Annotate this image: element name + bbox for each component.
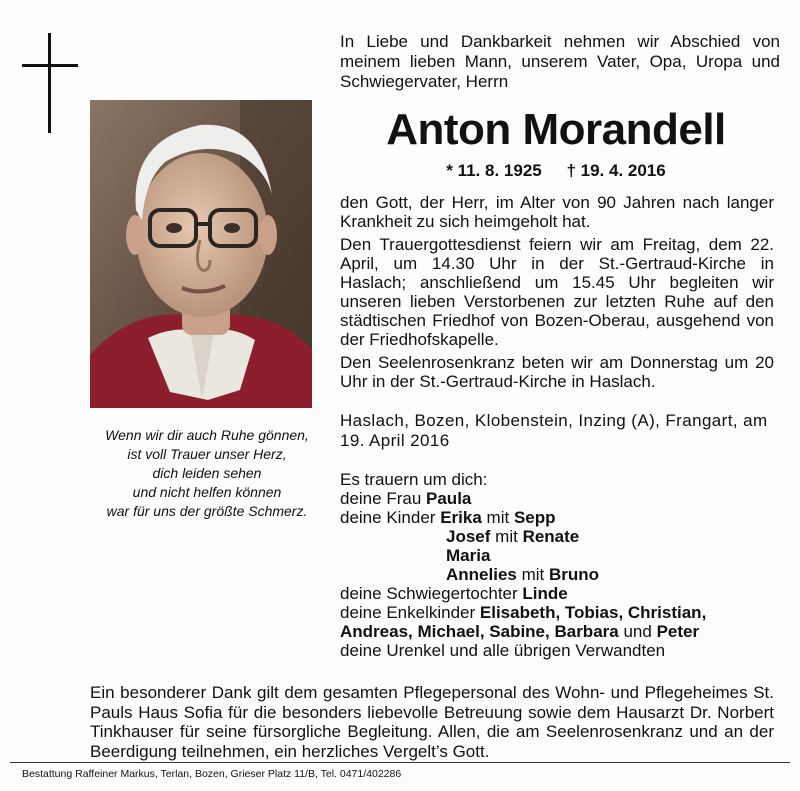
poem-line: und nicht helfen können bbox=[132, 484, 282, 500]
funeral-details bbox=[340, 193, 774, 395]
death-statement: den Gott, der Herr, im Alter von 90 Jahren nach langer Krankheit zu sich heimgeholt hat. bbox=[340, 193, 774, 231]
poem-line: Wenn wir dir auch Ruhe gönnen, bbox=[105, 427, 309, 443]
portrait-photo bbox=[90, 100, 312, 408]
memorial-poem bbox=[82, 426, 332, 521]
poem-line: dich leiden sehen bbox=[152, 465, 262, 481]
mourner-others: deine Urenkel und alle übrigen Verwandten bbox=[340, 641, 666, 660]
poem-line: war für uns der größte Schmerz. bbox=[106, 503, 308, 519]
mourner-wife: deine Frau Paula bbox=[340, 489, 472, 508]
birth-date: * 11. 8. 1925 bbox=[446, 161, 542, 180]
thanks-text: Ein besonderer Dank gilt dem gesamten Pflegepersonal des Wohn- und Pflegeheimes St. Pauls Haus Sofia für die besonders liebevolle Betreuung sowie dem Hausarzt Dr. Norbert Tinkhauser für seine fürsorgliche Begleitung. Allen, die am Seelenrosenkranz und an der Beerdigung teilnehmen, ein herzliches Vergelt’s Gott. bbox=[90, 683, 774, 761]
mourners-list bbox=[340, 470, 780, 660]
mourner-daughter-in-law: deine Schwiegertochter Linde bbox=[340, 584, 568, 603]
mourners-heading: Es trauern um dich: bbox=[340, 470, 488, 489]
death-date: † 19. 4. 2016 bbox=[566, 161, 666, 180]
cross-icon-bar bbox=[22, 64, 78, 67]
poem-line: ist voll Trauer unser Herz, bbox=[127, 446, 287, 462]
life-dates bbox=[340, 160, 772, 182]
divider bbox=[10, 762, 790, 763]
service-details: Den Trauergottesdienst feiern wir am Freitag, dem 22. April, um 14.30 Uhr in der St.-Gertraud-Kirche in Haslach; anschließend um 15.45 Uhr begleiten wir unseren lieben Verstorbenen zur letzten Ruhe auf den städtischen Friedhof von Bozen-Oberau, ausgehend von der Friedhofskapelle. bbox=[340, 235, 774, 349]
portrait-illustration bbox=[90, 100, 312, 408]
mourner-child: Maria bbox=[446, 546, 491, 565]
funeral-home-credit: Bestattung Raffeiner Markus, Terlan, Bozen, Grieser Platz 11/B, Tel. 0471/402286 bbox=[22, 768, 402, 780]
mourner-children: deine Kinder Erika mit Sepp bbox=[340, 508, 556, 527]
places-and-date: Haslach, Bozen, Klobenstein, Inzing (A), Frangart, am 19. April 2016 bbox=[340, 411, 768, 450]
cross-icon bbox=[48, 33, 51, 133]
mourner-grandchildren: deine Enkelkinder Elisabeth, Tobias, Christian, bbox=[340, 603, 707, 622]
mourner-child: Annelies mit Bruno bbox=[446, 565, 600, 584]
rosary-details: Den Seelenrosenkranz beten wir am Donnerstag um 20 Uhr in der St.-Gertraud-Kirche in Haslach. bbox=[340, 353, 774, 391]
mourner-grandchildren-cont: Andreas, Michael, Sabine, Barbara und Peter bbox=[340, 622, 700, 641]
deceased-name: Anton Morandell bbox=[386, 105, 726, 154]
mourner-child: Josef mit Renate bbox=[446, 527, 580, 546]
intro-text: In Liebe und Dankbarkeit nehmen wir Abschied von meinem lieben Mann, unserem Vater, Opa, Uropa und Schwiegervater, Herrn bbox=[340, 32, 780, 91]
